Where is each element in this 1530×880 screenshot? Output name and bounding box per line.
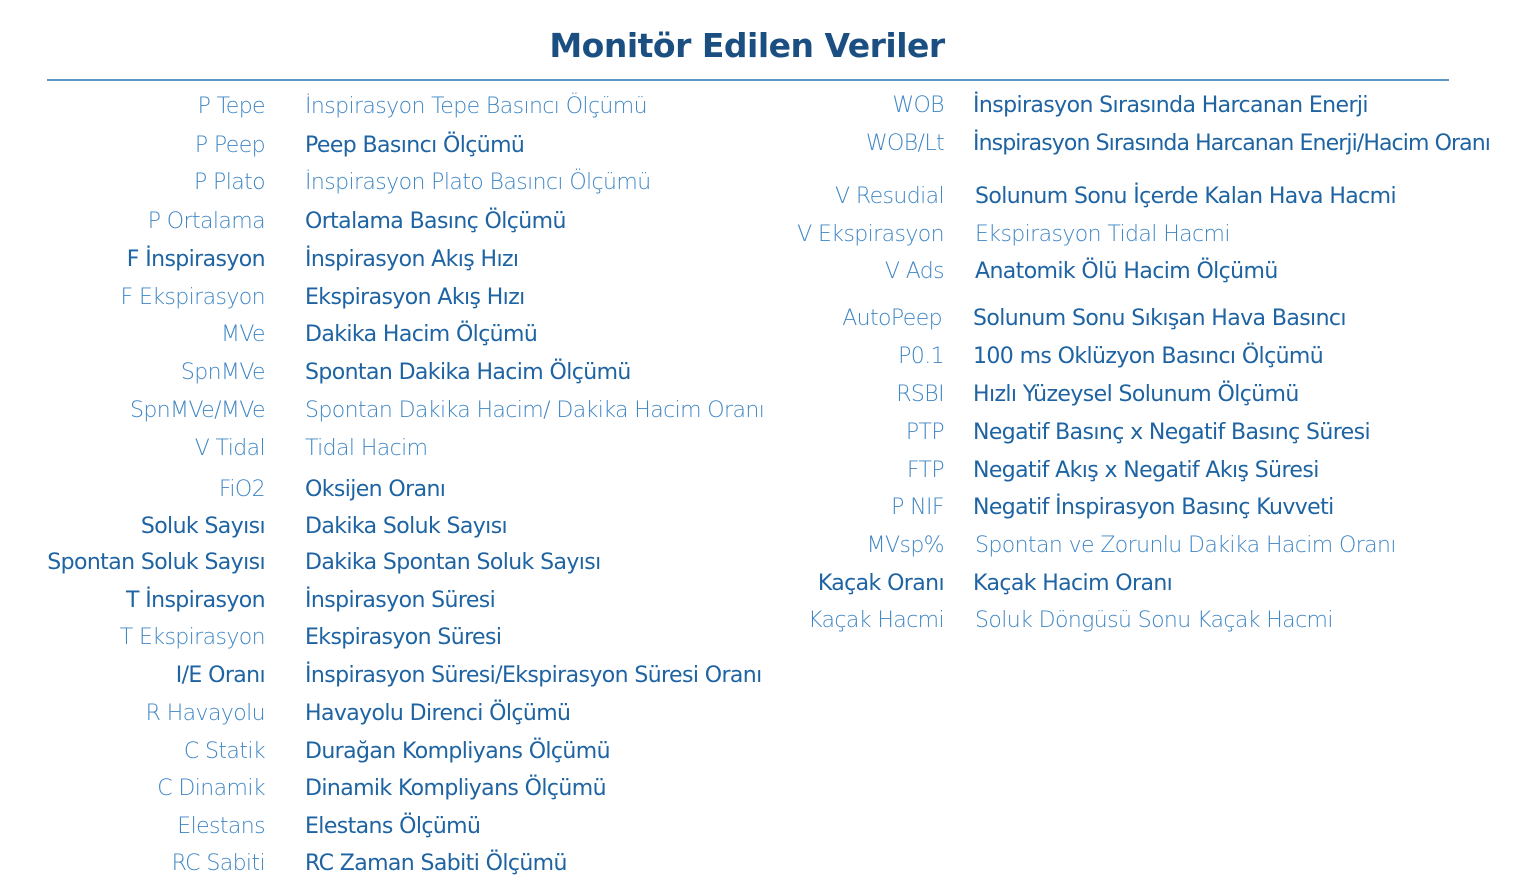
term-description: Soluk Döngüsü Sonu Kaçak Hacmi [975,608,1333,633]
term-abbreviation: FTP [906,458,944,483]
term-abbreviation: Elestans [177,814,265,839]
term-abbreviation: T Ekspirasyon [119,625,265,650]
list-item [0,849,800,879]
term-abbreviation: C Statik [183,739,265,764]
term-abbreviation: F Ekspirasyon [120,285,265,310]
term-abbreviation: V Tidal [194,436,265,461]
term-abbreviation: SpnMVe/MVe [129,398,265,423]
term-abbreviation: WOB [892,93,944,118]
term-description: Tidal Hacim [305,436,428,461]
list-item [0,456,1530,486]
list-item [0,129,1530,159]
term-description: Spontan ve Zorunlu Dakika Hacim Oranı [975,533,1396,558]
term-abbreviation: C Dinamik [157,776,265,801]
list-item [0,493,1530,523]
term-description: Solunum Sonu Sıkışan Hava Basıncı [973,306,1346,331]
term-abbreviation: P Peep [194,133,265,158]
term-abbreviation: Kaçak Oranı [817,571,944,596]
term-description: Negatif Basınç x Negatif Basınç Süresi [973,420,1370,445]
term-abbreviation: RC Sabiti [171,851,265,876]
term-description: Negatif İnspirasyon Basınç Kuvveti [973,495,1334,520]
term-abbreviation: P Plato [193,170,265,195]
term-abbreviation: P Ortalama [147,209,265,234]
term-abbreviation: MVsp% [866,533,944,558]
term-description: Solunum Sonu İçerde Kalan Hava Hacmi [975,184,1396,209]
list-item [0,91,1530,121]
list-item [0,220,1530,250]
list-item [0,380,1530,410]
list-item [0,737,800,767]
term-abbreviation: P0.1 [898,344,944,369]
term-description: İnspirasyon Akış Hızı [305,247,519,272]
term-abbreviation: SpnMVe [180,360,265,385]
term-description: Negatif Akış x Negatif Akış Süresi [973,458,1319,483]
term-description: Kaçak Hacim Oranı [973,571,1173,596]
term-description: RC Zaman Sabiti Ölçümü [305,851,567,876]
term-description: Oksijen Oranı [305,477,446,502]
term-description: İnspirasyon Süresi [305,588,496,613]
term-abbreviation: Spontan Soluk Sayısı [47,550,265,575]
term-description: Spontan Dakika Hacim/ Dakika Hacim Oranı [305,398,765,423]
list-item [0,418,1530,448]
list-item [0,699,800,729]
term-description: Dinamik Kompliyans Ölçümü [305,776,606,801]
term-description: Ekspirasyon Süresi [305,625,502,650]
term-abbreviation: V Ekspirasyon [797,222,944,247]
title-divider [47,79,1449,81]
list-item [0,569,1530,599]
term-description: Dakika Hacim Ölçümü [305,322,538,347]
list-item [0,304,1530,334]
term-description: İnspirasyon Sırasında Harcanan Enerji/Hacim Oranı [973,131,1490,156]
term-description: Ekspirasyon Tidal Hacmi [975,222,1230,247]
term-abbreviation: FiO2 [218,477,265,502]
term-description: Ekspirasyon Akış Hızı [305,285,525,310]
list-item [0,342,1530,372]
term-abbreviation: P NIF [891,495,944,520]
list-item [0,182,1530,212]
term-abbreviation: I/E Oranı [175,663,265,688]
term-description: Dakika Soluk Sayısı [305,514,508,539]
term-description: Durağan Kompliyans Ölçümü [305,739,610,764]
term-abbreviation: AutoPeep [842,306,942,331]
term-abbreviation: Kaçak Hacmi [808,608,944,633]
term-description: Spontan Dakika Hacim Ölçümü [305,360,631,385]
term-abbreviation: Soluk Sayısı [140,514,265,539]
term-description: Hızlı Yüzeysel Solunum Ölçümü [973,382,1299,407]
term-abbreviation: RSBI [896,382,944,407]
list-item [0,661,800,691]
term-abbreviation: V Resudial [835,184,944,209]
term-description: Anatomik Ölü Hacim Ölçümü [975,259,1278,284]
term-abbreviation: V Ads [884,259,944,284]
term-abbreviation: T İnspirasyon [125,588,265,613]
list-item [0,257,1530,287]
term-description: 100 ms Oklüzyon Basıncı Ölçümü [973,344,1324,369]
term-description: Dakika Spontan Soluk Sayısı [305,550,601,575]
term-abbreviation: WOB/Lt [865,131,944,156]
list-item [0,531,1530,561]
term-description: İnspirasyon Tepe Basıncı Ölçümü [305,94,647,119]
term-description: İnspirasyon Süresi/Ekspirasyon Süresi Oranı [305,663,762,688]
term-abbreviation: MVe [220,322,265,347]
page-title: Monitör Edilen Veriler [549,26,945,65]
term-abbreviation: R Havayolu [145,701,265,726]
term-abbreviation: P Tepe [197,94,265,119]
list-item [0,812,800,842]
list-item [0,606,1530,636]
term-abbreviation: PTP [905,420,944,445]
term-description: İnspirasyon Plato Basıncı Ölçümü [305,170,651,195]
term-description: Ortalama Basınç Ölçümü [305,209,566,234]
term-description: Peep Basıncı Ölçümü [305,133,525,158]
term-description: Havayolu Direnci Ölçümü [305,701,571,726]
term-description: Elestans Ölçümü [305,814,481,839]
list-item [0,774,800,804]
term-abbreviation: F İnspirasyon [126,247,265,272]
term-description: İnspirasyon Sırasında Harcanan Enerji [973,93,1368,118]
